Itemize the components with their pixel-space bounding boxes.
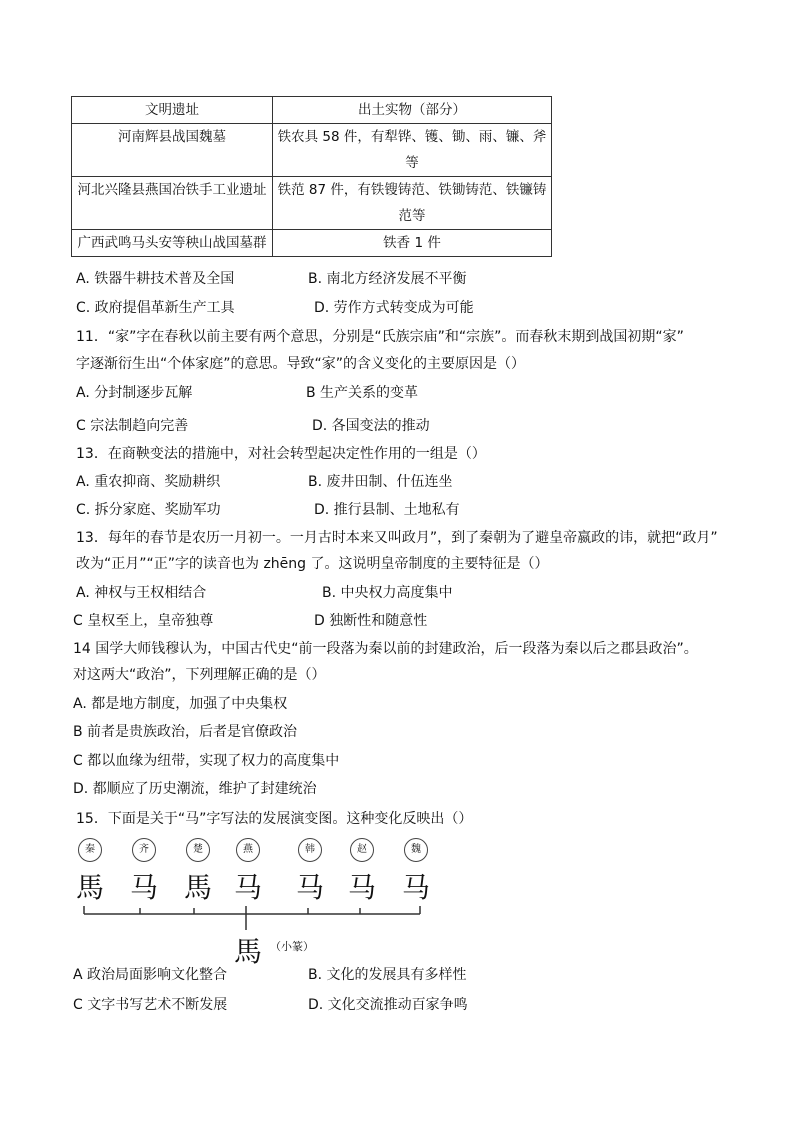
option-a: A. 重农抑商、奖励耕织 (76, 474, 221, 490)
question-11-line2: 字逐渐衍生出“个体家庭”的意思。导致“家”的含义变化的主要原因是（） (76, 356, 526, 372)
state-label-zhao: 赵 (350, 838, 374, 862)
option-c: C 宗法制趋向完善 (76, 418, 189, 434)
table-cell-items (273, 124, 552, 177)
option-c: C 都以血缘为纽带，实现了权力的高度集中 (73, 753, 340, 769)
state-label-han: 韩 (298, 838, 322, 862)
table-header-site: 文明遗址 (72, 97, 273, 124)
option-c: C. 拆分家庭、奖励军功 (76, 502, 221, 518)
option-c: C 皇权至上，皇帝独尊 (73, 613, 214, 629)
table-cell-items: 铁香 1 件 (273, 230, 552, 257)
table-header-items: 出土实物（部分） (273, 97, 552, 124)
table-header-row (72, 97, 552, 124)
table-row (72, 230, 552, 257)
option-d: D. 文化交流推动百家争鸣 (308, 997, 468, 1013)
glyph-zhao: 马 (348, 871, 377, 904)
ma-character-evolution-figure (70, 838, 430, 968)
table-cell-site: 河南辉县战国魏墓 (72, 124, 273, 177)
state-label-wei: 魏 (404, 838, 428, 862)
glyph-han: 马 (296, 871, 325, 904)
glyph-wei: 马 (402, 871, 431, 904)
table-row (72, 177, 552, 230)
option-a: A. 神权与王权相结合 (76, 585, 207, 601)
option-b: B 前者是贵族政治，后者是官僚政治 (73, 724, 298, 740)
glyph-chu: 馬 (184, 871, 213, 904)
option-c: C 文字书写艺术不断发展 (73, 997, 228, 1013)
state-label-qin: 秦 (78, 838, 102, 862)
glyph-qin: 馬 (76, 871, 105, 904)
glyph-yan: 马 (234, 871, 263, 904)
state-label-yan: 燕 (236, 838, 260, 862)
question-11-line1: 11．“家”字在春秋以前主要有两个意思，分别是“氏族宗庙”和“宗族”。而春秋末期到战国初期“家” (76, 329, 684, 345)
option-b: B. 中央权力高度集中 (322, 585, 453, 601)
xiaozhuan-label: （小篆） (270, 940, 314, 953)
option-b: B 生产关系的变革 (306, 385, 419, 401)
glyph-xiaozhuan: 馬 (234, 935, 263, 968)
glyph-qi: 马 (130, 871, 159, 904)
table-cell-items-line: 等 (405, 155, 419, 171)
option-a: A. 分封制逐步瓦解 (76, 385, 193, 401)
state-label-chu: 楚 (186, 838, 210, 862)
option-d: D. 推行县制、土地私有 (314, 502, 460, 518)
question-13b-line2: 改为“正月”“正”字的读音也为 zhēng 了。这说明皇帝制度的主要特征是（） (76, 556, 549, 572)
question-14-line2: 对这两大“政治”，下列理解正确的是（） (73, 667, 326, 683)
option-d: D. 都顺应了历史潮流，维护了封建统治 (73, 781, 317, 797)
table-cell-items-line: 铁农具 58 件，有犁铧、镬、锄、雨、镰、斧 (277, 129, 547, 145)
option-a: A 政治局面影响文化整合 (73, 967, 228, 983)
option-a: A. 铁器牛耕技术普及全国 (76, 271, 235, 287)
table-row (72, 124, 552, 177)
state-label-qi: 齐 (132, 838, 156, 862)
table-cell-site: 河北兴隆县燕国冶铁手工业遗址 (72, 177, 273, 230)
option-d: D. 劳作方式转变成为可能 (314, 300, 474, 316)
option-c: C. 政府提倡革新生产工具 (76, 300, 235, 316)
table-cell-items (273, 177, 552, 230)
question-15-line1: 15．下面是关于“马”字写法的发展演变图。这种变化反映出（） (76, 811, 473, 827)
option-b: B. 南北方经济发展不平衡 (308, 271, 467, 287)
relics-table (71, 96, 552, 257)
question-14-line1: 14 国学大师钱穆认为，中国古代史“前一段落为秦以前的封建政治，后一段落为秦以后之郡县政治”。 (73, 641, 698, 657)
table-cell-items-line: 铁范 87 件，有铁锼铸范、铁锄铸范、铁镰铸 (277, 182, 547, 198)
option-d: D. 各国变法的推动 (312, 418, 430, 434)
option-a: A. 都是地方制度，加强了中央集权 (73, 696, 288, 712)
question-13-line1: 13．在商鞅变法的措施中，对社会转型起决定性作用的一组是（） (76, 446, 486, 462)
table-cell-items-line: 范等 (398, 208, 426, 224)
option-b: B. 废井田制、什伍连坐 (308, 474, 453, 490)
table-cell-site: 广西武鸣马头安等秧山战国墓群 (72, 230, 273, 257)
option-b: B. 文化的发展具有多样性 (308, 967, 467, 983)
option-d: D 独断性和随意性 (314, 613, 428, 629)
question-13b-line1: 13．每年的春节是农历一月初一。一月古时本来又叫政月”，到了秦朝为了避皇帝嬴政的讳，就把“政月” (76, 530, 718, 546)
timeline-bracket (70, 900, 430, 930)
